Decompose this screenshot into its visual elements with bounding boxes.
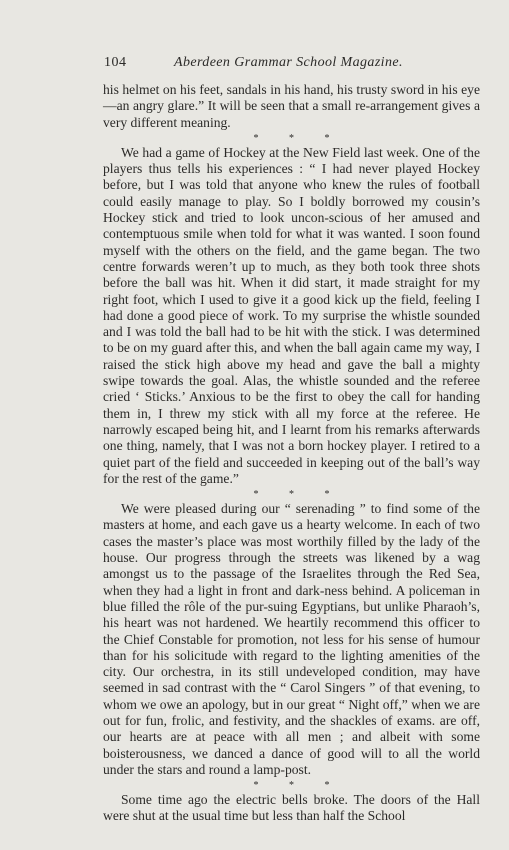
section-separator: * * * (253, 132, 344, 144)
section-separator: * * * (253, 489, 344, 501)
paragraph: Some time ago the electric bells broke. The doors of the Hall were shut at the usual time but less than half the School (103, 792, 480, 824)
running-title: Aberdeen Grammar School Magazine. (174, 55, 403, 70)
page-header (104, 55, 479, 75)
paragraph: We had a game of Hockey at the New Field last week. One of the players thus tells his experiences : “ I had never played Hockey before, but I was told that anyone who knew the rules of football could easily manage to play. So I boldly borrowed my cousin’s Hockey stick and tried to look uncon-scious of her amused and contemptuous smile when told for what it was wanted. I soon found myself with the others on the field, and the game began. The two centre forwards weren’t up to much, as they both took three shots before the ball was hit. When it did start, it made straight for my right foot, which I used to give it a good kick up the field, feeling I had done a good piece of work. To my surprise the whistle sounded and I was told the ball had to be hit with the stick. I was determined to be on my guard after this, and when the ball again came my way, I raised the stick high above my head and gave the ball a mighty swipe towards the goal. Alas, the whistle sounded and the referee cried ‘ Sticks.’ Anxious to be the first to obey the call for handing them in, I threw my stick with all my force at the referee. He narrowly escaped being hit, and I learnt from his remarks afterwards one thing, namely, that I was not a born hockey player. I retired to a quiet part of the field and succeeded in keeping out of the ball’s way for the rest of the game.” (103, 144, 480, 486)
article-body (103, 82, 480, 825)
paragraph: We were pleased during our “ serenading ” to find some of the masters at home, and each gave us a hearty welcome. In each of two cases the master’s place was most worthily filled by the lady of the house. Our progress through the streets was likened by a wag amongst us to the passage of the Israelites through the Red Sea, when they had a light in front and dark-ness behind. A policeman in blue filled the rôle of the pur-suing Egyptians, but unlike Pharaoh’s, his heart was not hardened. We heartily recommend this officer to the Chief Constable for promotion, not less for his sense of humour than for his solicitude with regard to the lighting amenities of the city. Our orchestra, in its still undeveloped condition, may have seemed in sad contrast with the “ Carol Singers ” of that evening, to whom we owe an apology, but in our great “ Night off,” when we are out for fun, frolic, and festivity, and the shackles of exams. are off, our hearts are at peace with all men ; and albeit with some boisterousness, we danced a dance of good will to all the world under the stars and round a lamp-post. (103, 501, 480, 777)
paragraph: his helmet on his feet, sandals in his hand, his trusty sword in his eye—an angry glare.” It will be seen that a small re-arrangement gives a very different meaning. (103, 82, 480, 130)
page-number: 104 (104, 55, 127, 70)
section-separator: * * * (253, 780, 344, 792)
